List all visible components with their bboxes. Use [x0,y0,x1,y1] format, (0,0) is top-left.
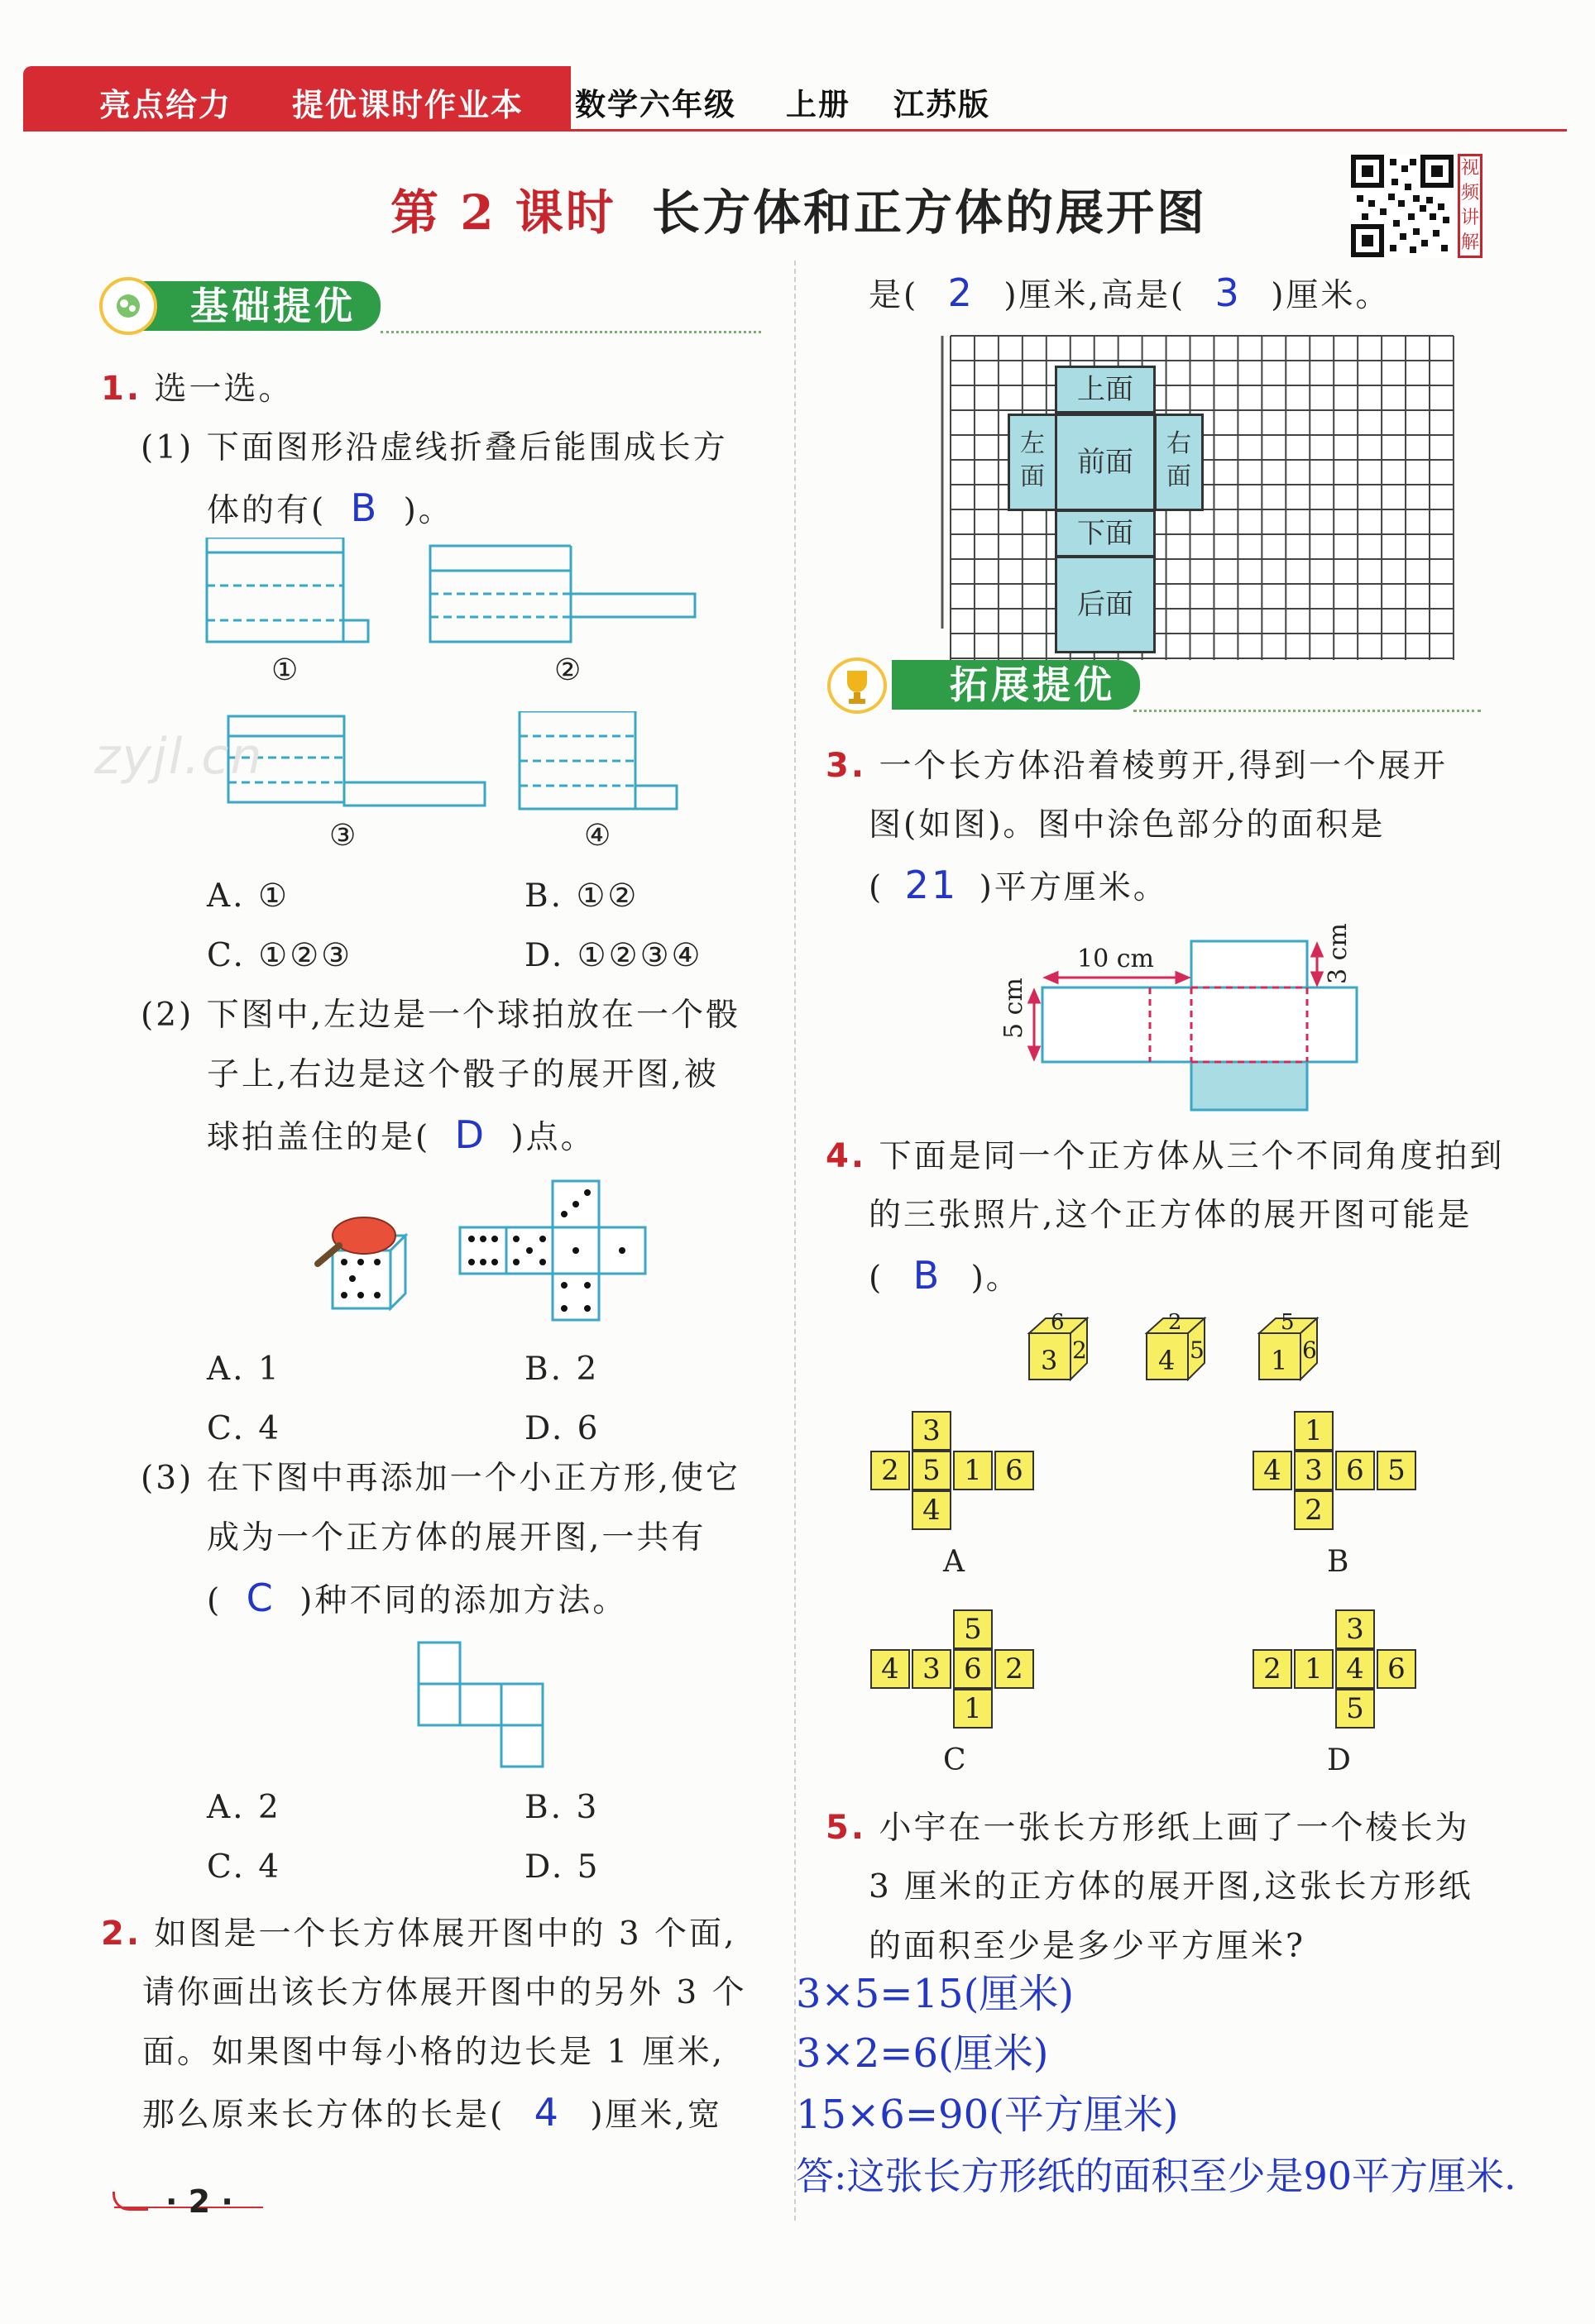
q5-line1 [826,1798,1469,1858]
net-b-row-3: 6 [1335,1451,1375,1490]
q1-p2-text-b: )点。 [510,1119,596,1156]
net-c-label: C [943,1743,966,1777]
q1-p1-text-a: 体的有( [207,492,327,529]
q1-p1-line2 [207,478,453,541]
q2-length-answer: 4 [534,2090,561,2135]
q3-number: 3. [826,747,867,785]
q1-p1-option-b[interactable]: B. ①② [524,877,639,915]
q4-answer: B [912,1253,942,1298]
q5-answer: 答:这张长方形纸的面积至少是90平方厘米. [796,2154,1516,2198]
cube3-front: 1 [1271,1345,1288,1376]
header-subject: 数学六年级 [575,87,736,122]
q1-p2-option-a[interactable]: A. 1 [207,1351,281,1388]
net-d-row-3: 4 [1335,1649,1375,1689]
q2-width-answer: 2 [947,270,975,315]
q1-p1-option-d[interactable]: D. ①②③④ [524,937,703,974]
header-brand: 亮点给力 [99,87,232,123]
section-extend: 拓展提优 [892,660,1140,710]
cube1-side: 2 [1072,1337,1087,1364]
q3-line3 [869,855,1168,918]
q2-text-4a: 那么原来长方体的长是( [142,2097,505,2134]
q4-net-b[interactable] [1251,1411,1425,1535]
q1-p1-text-b: )。 [403,492,453,529]
net-b-top: 1 [1294,1411,1334,1451]
section-extend-rule [1133,710,1481,712]
q5-solution-2: 3×2=6(厘米) [796,2030,1049,2077]
net-b-bottom: 2 [1294,1490,1334,1530]
net-a-label: A [943,1545,965,1579]
q1-p3-option-d[interactable]: D. 5 [524,1848,601,1886]
q4-net-a[interactable] [869,1411,1042,1535]
q3-dim-width: 3 cm [1324,923,1353,984]
q1-p1-answer: B [350,485,380,530]
net-d-label: D [1327,1743,1351,1777]
face-front: 前面 [1055,414,1156,511]
q1-p3-option-b[interactable]: B. 3 [524,1789,600,1826]
net-d-bottom: 5 [1335,1689,1375,1729]
dice-net-figure [455,1178,654,1327]
lightbulb-icon [99,277,157,335]
q1-p3-figure [414,1638,554,1770]
q5-text-1: 小宇在一张长方形纸上画了一个棱长为 [879,1810,1470,1847]
face-bottom: 下面 [1055,509,1156,557]
q1-p2-line3 [207,1105,596,1168]
net-a-bottom: 4 [912,1490,951,1530]
q2-number: 2. [101,1915,142,1953]
face-top: 上面 [1055,366,1156,414]
q1-p2-line2: 子上,右边是这个骰子的展开图,被 [207,1056,719,1093]
q4-net-d[interactable] [1251,1609,1425,1733]
q1-p2-option-d[interactable]: D. 6 [524,1410,601,1447]
q4-text-1: 下面是同一个正方体从三个不同角度拍到 [879,1138,1505,1175]
q4-line3 [869,1246,1021,1308]
q2-text-1: 如图是一个长方体展开图中的 3 个面, [154,1915,737,1953]
q2-line1 [101,1904,736,1964]
q2-line5 [869,263,1390,326]
q1-p3-answer: C [246,1576,275,1620]
q5-line2: 3 厘米的正方体的展开图,这张长方形纸 [869,1868,1473,1906]
trophy-icon [827,658,887,714]
q4-line2: 的三张照片,这个正方体的展开图可能是 [869,1197,1473,1234]
q1-p1-option-c[interactable]: C. ①②③ [207,937,353,974]
cube1-top: 6 [1051,1310,1065,1335]
net-c-row-3: 6 [953,1649,993,1689]
q4-cube-3 [1256,1310,1322,1383]
net-a-top: 3 [912,1411,951,1451]
net-d-row-1: 2 [1253,1649,1292,1689]
q3-text-3b: )平方厘米。 [979,869,1168,906]
q2-line4 [142,2083,722,2145]
figure-label-3: ③ [329,819,357,853]
q1-p1-line1: (1) 下面图形沿虚线折叠后能围成长方 [141,429,728,466]
page-number: · 2 · [165,2183,233,2220]
figure-label-1: ① [271,653,299,687]
q3-text-3a: ( [869,869,884,906]
q1-p3-option-c[interactable]: C. 4 [207,1848,282,1886]
net-d-row-4: 6 [1377,1649,1416,1689]
net-d-top: 3 [1335,1609,1375,1649]
q1-p2-text-a: 球拍盖住的是( [207,1119,431,1156]
q2-line2: 请你画出该长方体展开图中的另外 3 个 [142,1974,747,2011]
page-title: 长方体和正方体的展开图 [652,184,1208,241]
net-a-row-1: 2 [870,1451,910,1490]
q4-net-c[interactable] [869,1609,1042,1733]
q4-line1 [826,1126,1504,1187]
q1-p2-option-c[interactable]: C. 4 [207,1410,282,1447]
figure-label-4: ④ [584,819,611,853]
q3-figure [993,926,1365,1125]
q1-p3-text-a: ( [207,1582,223,1619]
face-back: 后面 [1055,556,1156,653]
q5-line3: 的面积至少是多少平方厘米? [869,1928,1305,1965]
q4-text-3a: ( [869,1260,884,1297]
q5-solution-1: 3×5=15(厘米) [796,1971,1075,2017]
cube3-side: 6 [1302,1337,1317,1364]
q1-prompt: 选一选。 [154,371,294,408]
q2-line3: 面。如果图中每小格的边长是 1 厘米, [142,2034,726,2071]
net-b-row-4: 5 [1377,1451,1416,1490]
net-b-label: B [1327,1545,1349,1579]
net-a-row-3: 1 [953,1451,993,1490]
q3-line2: 图(如图)。图中涂色部分的面积是 [869,806,1386,844]
q2-text-5c: )厘米。 [1271,277,1391,314]
q1-p2-answer: D [454,1112,487,1157]
video-label[interactable]: 视频讲解 [1458,154,1482,258]
q2-height-answer: 3 [1214,270,1242,315]
q1-p3-line3 [207,1568,627,1631]
q1-p2-line1: (2) 下图中,左边是一个球拍放在一个骰 [141,997,741,1034]
q5-number: 5. [826,1809,867,1847]
q4-number: 4. [826,1137,867,1175]
q1-p1-option-a[interactable]: A. ① [207,877,290,915]
net-d-row-2: 1 [1294,1649,1334,1689]
q1-p3-line1: (3) 在下图中再添加一个小正方形,使它 [141,1460,741,1497]
header-product: 提优课时作业本 [292,87,524,123]
qr-code-icon[interactable] [1350,154,1454,258]
q3-dim-length: 10 cm [1077,944,1154,973]
cube2-front: 4 [1158,1345,1176,1376]
q4-cube-1 [1026,1310,1092,1383]
cube1-front: 3 [1041,1345,1058,1376]
q4-text-3b: )。 [970,1260,1021,1297]
q1-p3-text-b: )种不同的添加方法。 [299,1582,628,1619]
net-c-bottom: 1 [953,1689,993,1729]
q2-text-4b: )厘米,宽 [590,2097,722,2134]
net-c-top: 5 [953,1609,993,1649]
q3-answer: 21 [904,863,959,907]
q1-p3-line2: 成为一个正方体的展开图,一共有 [207,1519,706,1557]
dice-paddle-icon [314,1216,414,1323]
net-b-row-2: 3 [1294,1451,1334,1490]
q1-p2-option-b[interactable]: B. 2 [524,1351,600,1388]
cube3-top: 5 [1281,1310,1295,1335]
section-basic-rule [381,331,761,333]
q3-line1 [826,736,1448,796]
q1-nets-figure-2 [199,711,711,827]
q4-cube-2 [1143,1310,1209,1383]
watermark: zyjl.cn [94,728,264,786]
net-b-row-1: 4 [1253,1451,1292,1490]
q2-text-5a: 是( [869,277,919,314]
q3-dim-height: 5 cm [999,978,1028,1039]
net-a-row-2: 5 [912,1451,951,1490]
header-rule [23,129,1567,132]
figure-label-2: ② [554,653,582,687]
header-banner [23,66,571,131]
net-c-row-2: 3 [912,1649,951,1689]
q5-solution-3: 15×6=90(平方厘米) [796,2092,1179,2138]
q1 [101,359,293,419]
q1-number: 1. [101,370,142,408]
column-divider [794,261,796,2221]
q2-text-5b: )厘米,高是( [1003,277,1186,314]
net-a-row-4: 6 [994,1451,1034,1490]
cube2-top: 2 [1168,1310,1182,1335]
net-c-row-1: 4 [870,1649,910,1689]
q1-p3-option-a[interactable]: A. 2 [207,1789,281,1826]
net-c-row-4: 2 [994,1649,1034,1689]
header-edition: 江苏版 [893,87,990,122]
q3-text-1: 一个长方体沿着棱剪开,得到一个展开 [879,748,1448,785]
face-left: 左面 [1008,414,1057,511]
cube2-side: 5 [1190,1337,1205,1364]
face-right: 右面 [1154,414,1204,511]
section-basic: 基础提优 [124,281,381,331]
lesson-number: 第 2 课时 [390,184,616,241]
header-volume: 上册 [786,87,850,122]
